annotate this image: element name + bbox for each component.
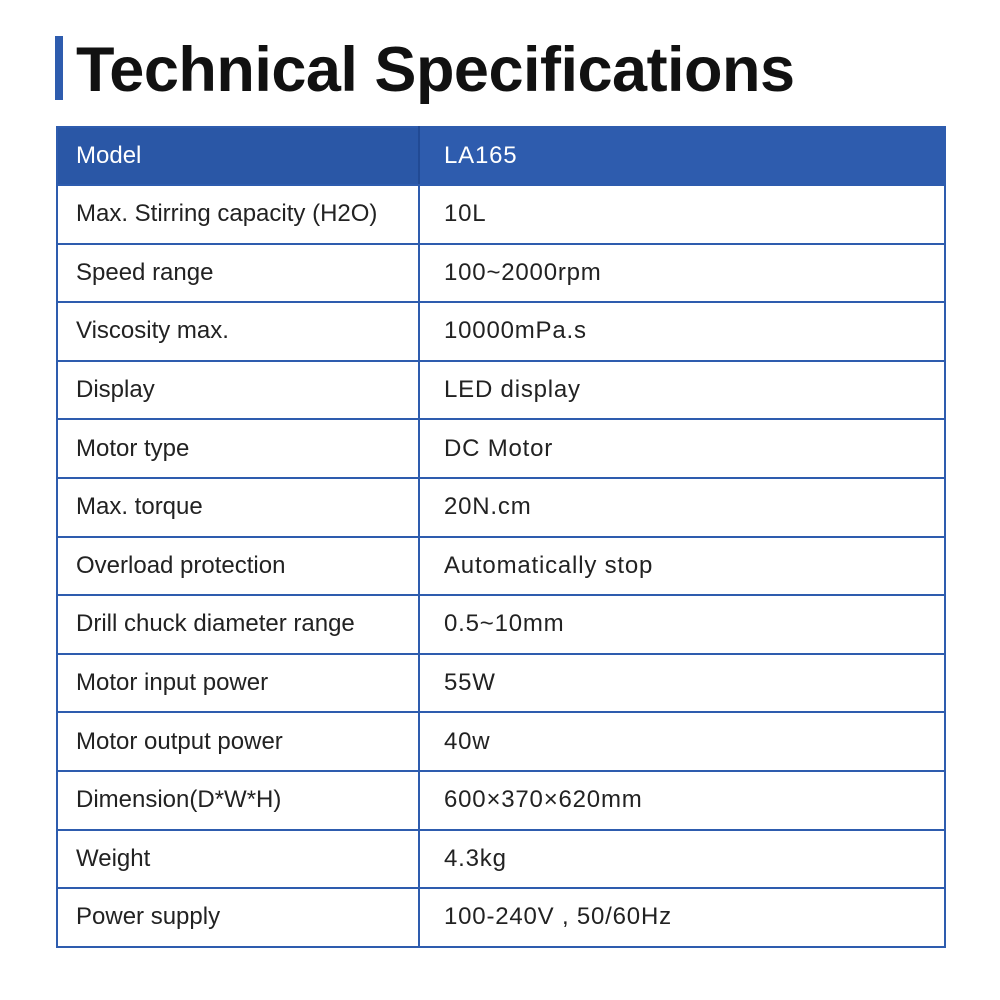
- spec-value: 0.5~10mm: [419, 595, 945, 654]
- spec-label: Speed range: [57, 244, 419, 303]
- spec-value: DC Motor: [419, 419, 945, 478]
- table-row: [57, 419, 945, 478]
- spec-value: 4.3kg: [419, 830, 945, 889]
- spec-label: Display: [57, 361, 419, 420]
- spec-label: Viscosity max.: [57, 302, 419, 361]
- table-row: [57, 595, 945, 654]
- table-row: [57, 244, 945, 303]
- table-row: [57, 478, 945, 537]
- table-row: [57, 361, 945, 420]
- spec-label: Drill chuck diameter range: [57, 595, 419, 654]
- table-header-row: [57, 127, 945, 185]
- spec-value: 100~2000rpm: [419, 244, 945, 303]
- spec-value: Automatically stop: [419, 537, 945, 596]
- spec-value: LED display: [419, 361, 945, 420]
- spec-label: Motor output power: [57, 712, 419, 771]
- table-row: [57, 888, 945, 947]
- spec-value: 40w: [419, 712, 945, 771]
- page-title: Technical Specifications: [76, 35, 795, 105]
- table-row: [57, 185, 945, 244]
- table-row: [57, 302, 945, 361]
- table-row: [57, 654, 945, 713]
- spec-label: Overload protection: [57, 537, 419, 596]
- spec-label: Motor input power: [57, 654, 419, 713]
- spec-label: Max. Stirring capacity (H2O): [57, 185, 419, 244]
- spec-value: 10L: [419, 185, 945, 244]
- header-value: LA165: [419, 127, 945, 185]
- spec-label: Motor type: [57, 419, 419, 478]
- table-row: [57, 712, 945, 771]
- spec-table: [56, 126, 946, 948]
- spec-value: 20N.cm: [419, 478, 945, 537]
- spec-label: Power supply: [57, 888, 419, 947]
- spec-value: 10000mPa.s: [419, 302, 945, 361]
- title-accent-bar: [55, 36, 63, 100]
- spec-label: Max. torque: [57, 478, 419, 537]
- spec-value: 55W: [419, 654, 945, 713]
- table-row: [57, 830, 945, 889]
- spec-value: 100-240V , 50/60Hz: [419, 888, 945, 947]
- spec-value: 600×370×620mm: [419, 771, 945, 830]
- table-row: [57, 537, 945, 596]
- spec-label: Weight: [57, 830, 419, 889]
- table-row: [57, 771, 945, 830]
- spec-label: Dimension(D*W*H): [57, 771, 419, 830]
- header-label: Model: [57, 127, 419, 185]
